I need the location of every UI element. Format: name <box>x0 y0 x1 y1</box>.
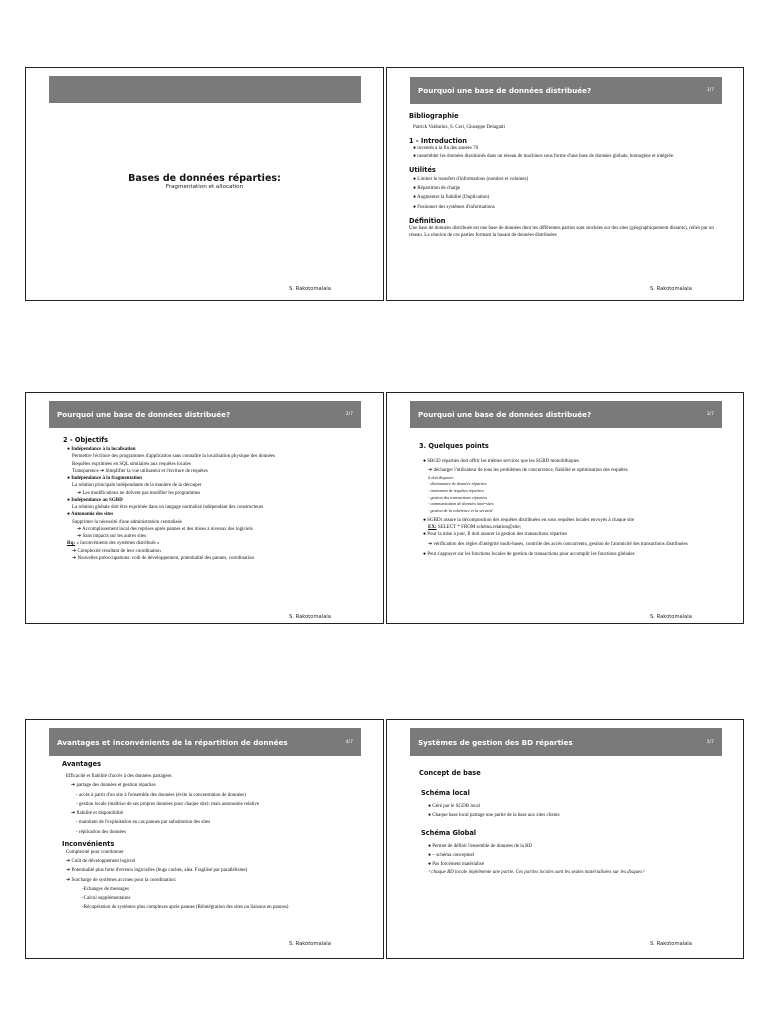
slide-1-subtitle: Fragmentation et allocation <box>165 184 244 190</box>
point-line: il doit disposer: <box>428 474 455 480</box>
objectif-line: Permettre l'écriture des programmes d'application sans connaître la localisation physique des données <box>72 454 275 460</box>
definition-heading: Définition <box>409 216 446 225</box>
slide-5-header-bar <box>49 728 361 756</box>
utilites-heading: Utilités <box>409 165 436 174</box>
objectif-line: ● Autonomie des sites <box>67 512 114 518</box>
inconvenient-line: -Récupération de systèmes plus complexes après pannes (Réintégration des sites ou liaisons en pannes) <box>82 905 289 911</box>
objectif-line: Supprimer la nécessité d'une administration centralisée <box>72 519 182 525</box>
schema-local-heading: Schéma local <box>421 789 470 797</box>
inconvenient-line: ➔ Coût de développement logiciel <box>66 859 136 864</box>
slide-5-author: S. Rakotomalala <box>289 941 331 947</box>
slide-1-title: Bases de données réparties: <box>128 173 281 184</box>
slide-3-author: S. Rakotomalala <box>289 614 331 620</box>
slide-4-page-number: 3/7 <box>706 412 714 417</box>
italic-item: - gestion des transactions réparties <box>428 494 488 500</box>
objectif-line: Transparence ➔ Simplifier la vue utilisateur et l'écriture de requêtes <box>72 468 208 474</box>
schema-local-item: ● Chaque base local partage une partie de la base aux sites clients <box>428 813 560 819</box>
point-line: ● SGBDr assure la décomposition des requêtes distribuées en sous requêtes locales envoyés à chaque site <box>423 517 635 523</box>
remark-text: « inconvénients des systèmes distribués » <box>75 541 160 547</box>
objectif-line: Requêtes exprimées en SQL similaires aux requêtes locales <box>72 461 191 467</box>
inconvenient-line: -Echanges de messages <box>82 886 129 892</box>
inconvenient-line: ➔ Surcharge de systèmes accrues pour la coordination: <box>66 877 177 883</box>
schema-local-item: ● Géré par le SGDB local <box>428 804 481 809</box>
avantage-line: ➔ fiabilité et disponibilité <box>71 811 124 816</box>
objectifs-heading: 2 - Objectifs <box>63 436 109 444</box>
objectif-line: ➔ Les modifications ne doivent pas modifier les programmes <box>77 490 201 496</box>
objectif-line: La relation globale doit être exprimée dans un langage normalisé indépendant des constructeurs <box>72 505 264 510</box>
schema-global-item: ● Pas forcément matérialisé <box>428 862 484 867</box>
schema-global-item: ● Permet de définir l'ensemble de données de la BD <box>428 843 533 849</box>
slide-1-header-bar <box>49 76 361 103</box>
inconvenient-line: ➔ Potentialité plus forte d'erreurs logicielles (bugs cachés, aléa. Fragilisé par parallélisme) <box>66 868 248 874</box>
remark-label: Rq: <box>67 541 76 547</box>
slide-6 <box>386 719 744 959</box>
italic-item: - traitement de requêtes réparties <box>428 487 484 493</box>
slide-6-header-bar <box>410 728 722 756</box>
quelques-points-heading: 3. Quelques points <box>419 442 489 450</box>
italic-item: - dictionnaire de données réparties <box>428 481 487 487</box>
slide-4-header-bar <box>410 401 722 428</box>
objectifs-list <box>63 446 369 540</box>
utilite-item: ● Fusionner des systèmes d'informations <box>413 204 495 210</box>
italic-item: - communication de données inter-sites <box>428 501 494 507</box>
point-line: ➔ vérification des règles d'intégrité multi-bases, contrôle des accès concurrents, gestion de l'atomicité des transactions distribuées <box>428 541 688 547</box>
slide-3-header-bar <box>49 401 361 428</box>
remark-line <box>63 540 369 547</box>
introduction-heading: 1 - Introduction <box>409 137 467 146</box>
objectif-line: ● Indépendance au SGBD <box>67 497 123 503</box>
italic-item: - gestion de la cohérence et la sécurité <box>428 508 493 514</box>
definition-text: Une base de données distribuée est une base de données dont les différentes parties sont stockées sur des sites (géographiquement distants), reliés par un réseau. La réunion de ces parties formant la basant de données distribuées <box>409 225 714 238</box>
utilite-item: ● Répartition de charge <box>413 186 461 191</box>
avantage-line: Efficacité et fiabilité d'accès à des données partagées <box>66 774 172 779</box>
avantage-line: - réplication des données <box>76 829 126 835</box>
slide-2 <box>386 67 744 301</box>
remark-item: ➔ Complexité résultant de leur coordination <box>72 548 161 554</box>
bibliography-heading: Bibliographie <box>409 112 459 120</box>
slide-6-page-number: 5/7 <box>706 739 714 745</box>
concept-heading: Concept de base <box>419 769 481 777</box>
avantage-line: - accès à partir d'un site à l'ensemble des données (évite la concentration de données) <box>76 792 246 798</box>
inconvenient-line: Complexité pour coordonner <box>66 849 124 855</box>
inconvenients-heading: Inconvénients <box>62 839 115 848</box>
objectif-line: ➔ Sans impacts sur les autres sites <box>77 534 147 539</box>
example-text: SELECT * FROM schéma.relation@site; <box>436 525 521 531</box>
avantage-line: - maintient de l'exploitation en cas pannes par substitution des sites <box>76 820 211 826</box>
point-line: ● Peut s'appuyer sur les fonctions locales de gestion de transactions pour accomplir les fonctions globales <box>423 551 635 557</box>
example-label: EX: <box>428 525 437 531</box>
avantages-heading: Avantages <box>62 760 102 768</box>
utilite-item: ● Limiter le transfert d'informations (nombre et volumes) <box>413 176 529 182</box>
inconvenient-line: -Calcul supplémentaires <box>82 896 131 901</box>
slide-6-header-title: Systèmes de gestion des BD réparties <box>418 737 573 747</box>
intro-item: ● rassembler les données dissiminés dans un réseau de machines sous forme d'une base de données globale, homogène et intégrée. <box>413 153 675 159</box>
slide-5-header-title: Avantages et inconvénients de la répartition de données <box>57 737 288 747</box>
point-line: ● SBGD réparties doit offrir les mêmes services que les SGBD monolithiques <box>423 459 580 464</box>
slide-4-content <box>419 442 729 558</box>
slide-4 <box>386 392 744 624</box>
slide-6-author: S. Rakotomalala <box>650 941 692 947</box>
objectif-line: ➔ Accomplissement local des reprises après pannes et des mises à niveaux des logiciels <box>77 526 253 532</box>
schema-global-item: ● ~ schéma conceptuel <box>428 852 475 858</box>
slide-5-content <box>62 760 369 912</box>
slide-2-page-number: 1/7 <box>706 88 714 93</box>
point-line: ● Pour la mise à jour, Il doit assurer la gestion des transactions réparties <box>423 532 567 538</box>
slide-5-page-number: 4/7 <box>345 739 353 745</box>
slide-1 <box>25 67 384 301</box>
objectif-line: La relation principale indépendante de la manière de la découper <box>72 483 202 489</box>
slide-2-author: S. Rakotomalala <box>650 286 692 292</box>
remark-item: ➔ Nouvelles préoccupations: coût de développement, potentialité des pannes, coordination <box>72 555 255 561</box>
point-line: ➔ décharger l'utilisateur de tous les problèmes de concurrence, fiabilité et optimisation des requêtes <box>428 468 628 474</box>
avantage-line: ➔ partage des données et gestion réparties <box>71 783 156 789</box>
example-line <box>419 524 729 531</box>
slide-6-content <box>419 769 729 877</box>
slide-2-header-title: Pourquoi une base de données distribuée? <box>418 86 592 95</box>
slide-2-content <box>409 112 729 239</box>
slide-4-header-title: Pourquoi une base de données distribuée? <box>418 410 592 419</box>
slide-3-page-number: 2/7 <box>345 412 353 417</box>
objectif-line: ● Indépendance à la localisation <box>67 447 136 452</box>
slide-5 <box>25 719 384 959</box>
utilite-item: ● Augmenter la fiabilité (Duplication) <box>413 195 490 201</box>
schema-global-note: <chaque BD locale implémente une partie. Ces parties locales sont les seules matérialisées sur les disques> <box>428 870 646 876</box>
slide-3-content <box>63 436 369 562</box>
intro-item: ● inventés à la fin des années 70 <box>413 146 479 152</box>
slide-2-header-bar <box>410 77 722 104</box>
slide-3-header-title: Pourquoi une base de données distribuée? <box>57 410 231 419</box>
avantage-line: - gestion locale (maîtrise de ses propres données pour chaque site): mais autonomie relative <box>76 801 260 807</box>
schema-global-heading: Schéma Global <box>421 828 477 837</box>
slide-1-author: S. Rakotomalala <box>289 286 331 292</box>
slide-3 <box>25 392 384 624</box>
slide-4-author: S. Rakotomalala <box>650 614 692 620</box>
bibliography-text: Patrick Valduriez, S. Ceri, Giuseppe Delagatti <box>413 125 505 130</box>
objectif-line: ● Indépendance à la fragmentation <box>67 476 142 481</box>
